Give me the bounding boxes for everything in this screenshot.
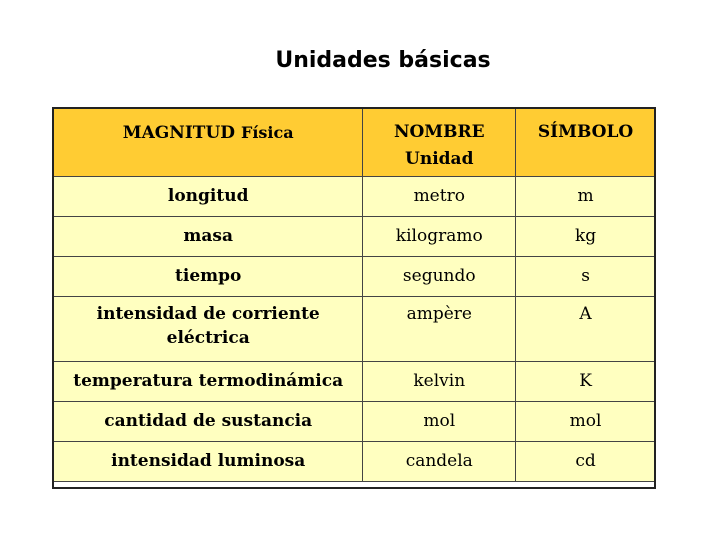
cell-simbolo: s: [516, 257, 656, 297]
table-row: [54, 177, 656, 217]
cell-magnitud: temperatura termodinámica: [54, 362, 363, 402]
cell-nombre: candela: [363, 442, 516, 482]
cell-nombre: segundo: [363, 257, 516, 297]
cell-magnitud-line2: eléctrica: [166, 328, 250, 348]
header-nombre-line2: Unidad: [405, 149, 474, 169]
cell-simbolo: K: [516, 362, 656, 402]
table-row: [54, 217, 656, 257]
cell-simbolo: kg: [516, 217, 656, 257]
header-nombre-line1: NOMBRE: [393, 122, 485, 142]
cell-nombre: mol: [363, 402, 516, 442]
slide-title: Unidades básicas: [275, 48, 491, 73]
cell-magnitud: longitud: [54, 177, 363, 217]
table-row: [54, 402, 656, 442]
header-simbolo: SÍMBOLO: [516, 109, 656, 177]
cell-magnitud: masa: [54, 217, 363, 257]
header-nombre: [363, 109, 516, 177]
cell-magnitud: tiempo: [54, 257, 363, 297]
table-row: [54, 257, 656, 297]
header-magnitud-label: MAGNITUD: [122, 123, 236, 143]
cell-magnitud: [54, 297, 363, 362]
cell-simbolo: cd: [516, 442, 656, 482]
cell-nombre: ampère: [363, 297, 516, 362]
header-magnitud-sub: Física: [240, 123, 294, 142]
header-magnitud: [54, 109, 363, 177]
table-row: [54, 297, 656, 362]
cell-magnitud-line1: intensidad de corriente: [96, 304, 320, 324]
cell-magnitud: cantidad de sustancia: [54, 402, 363, 442]
cell-simbolo: mol: [516, 402, 656, 442]
table-row: [54, 362, 656, 402]
cell-simbolo: m: [516, 177, 656, 217]
cell-magnitud: intensidad luminosa: [54, 442, 363, 482]
cell-nombre: metro: [363, 177, 516, 217]
table-row: [54, 442, 656, 482]
units-table: [53, 108, 656, 482]
cell-nombre: kelvin: [363, 362, 516, 402]
header-row: [54, 109, 656, 177]
cell-nombre: kilogramo: [363, 217, 516, 257]
cell-simbolo: A: [516, 297, 656, 362]
